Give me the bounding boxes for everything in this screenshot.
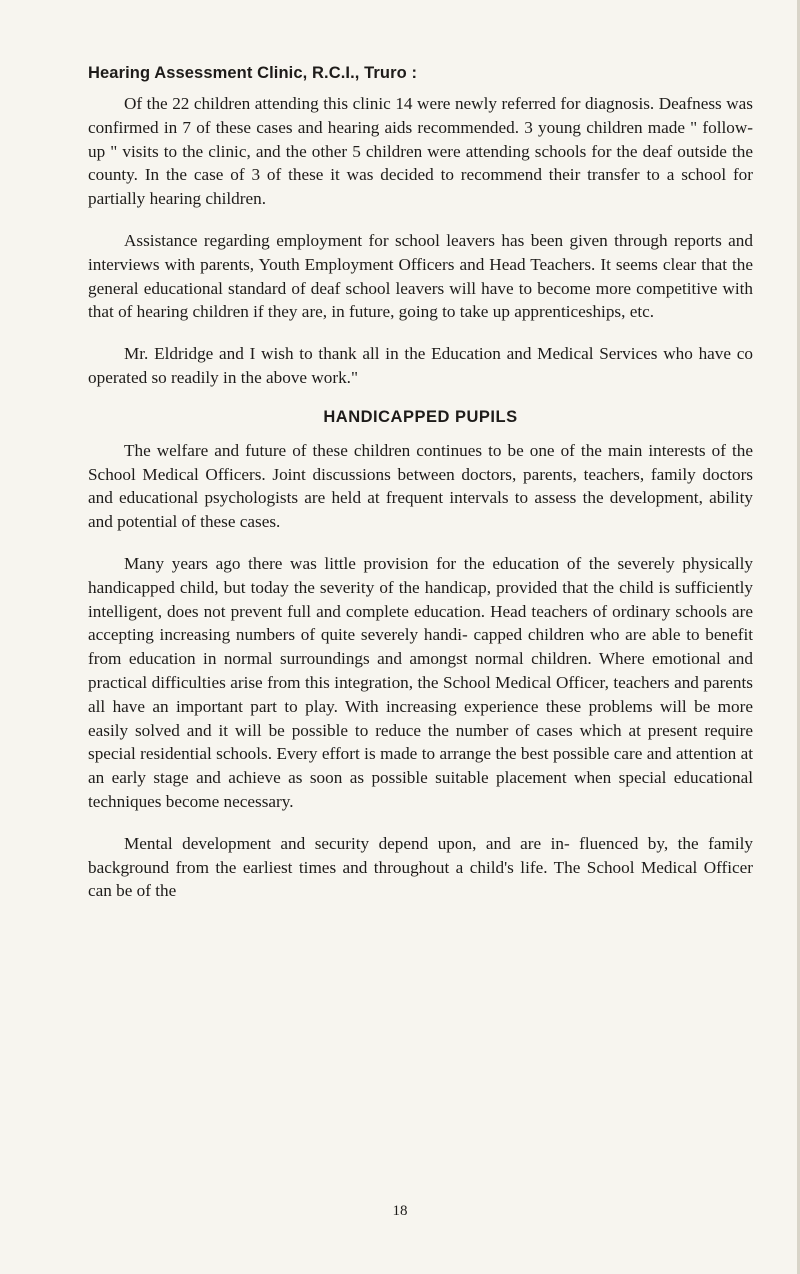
paragraph-mental-development: Mental development and security depend upon, and are in- fluenced by, the family background from the earliest times and throughout a child's life. The School Medical Officer can be of the xyxy=(88,833,753,901)
paragraph-employment: Assistance regarding employment for school leavers has been given through reports and interviews with parents, Youth Employment Officers and Head Teachers. It seems clear that the general educational standard of deaf school leavers will have to become more competitive with that of hearing children if they are, in future, going to take up apprenticeships, etc. xyxy=(88,230,753,322)
document-page xyxy=(88,64,753,921)
page-number: 18 xyxy=(392,1203,408,1219)
paragraph-thanks: Mr. Eldridge and I wish to thank all in the Education and Medical Services who have co operated so readily in the above work." xyxy=(88,344,753,387)
paragraph-welfare: The welfare and future of these children continues to be one of the main interests of the School Medical Officers. Joint discussions between doctors, parents, teachers, family doctors and educational psychologists are held at frequent intervals to assess the development, ability and potential of these cases. xyxy=(88,440,753,532)
main-heading: HANDICAPPED PUPILS xyxy=(323,407,518,426)
paragraph-clinic-stats: Of the 22 children attending this clinic 14 were newly referred for diagnosis. Deafness was confirmed in 7 of these cases and hearing aids recommended. 3 young children made " follow-up " visits to the clinic, and the other 5 children were attending schools for the deaf outside the county. In the case of 3 of these it was decided to recommend their transfer to a school for partially hearing children. xyxy=(88,94,753,209)
section-heading: Hearing Assessment Clinic, R.C.I., Truro : xyxy=(88,64,418,82)
paragraph-provision: Many years ago there was little provision for the education of the severely physically handicapped child, but today the severity of the handicap, provided that the child is sufficiently intelligent, does not prevent full and complete education. Head teachers of ordinary schools are accepting increasing numbers of quite severely handi- capped children who are able to benefit from education in normal surroundings and amongst normal children. Where emotional and practical difficulties arise from this integration, the School Medical Officer, teachers and parents all have an important part to play. With increasing experience these problems will be more easily solved and it will be possible to reduce the number of cases which at present require special residential schools. Every effort is made to arrange the best possible care and attention at an early stage and achieve as soon as possible suitable placement when special educational techniques become necessary. xyxy=(88,553,753,811)
